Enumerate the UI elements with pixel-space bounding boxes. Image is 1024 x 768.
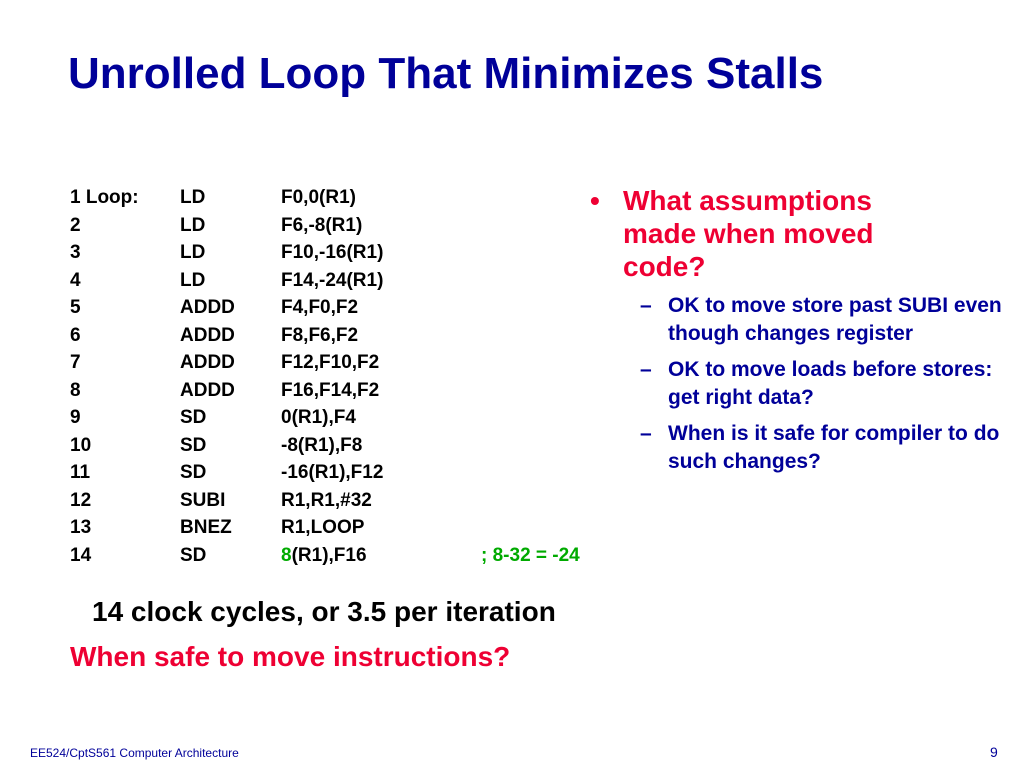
code-line (70, 542, 580, 570)
comment (481, 294, 580, 322)
opcode: SUBI (180, 489, 226, 511)
line-number: 7 (70, 352, 81, 373)
operands: F8,F6,F2 (281, 324, 359, 346)
sub-bullet-text: OK to move loads before stores: get right data? (668, 358, 993, 409)
code-line (70, 349, 580, 377)
opcode: ADDD (180, 324, 235, 346)
code-line (70, 432, 580, 460)
line-number: 11 (70, 462, 91, 483)
code-line (70, 267, 580, 295)
comment (481, 184, 580, 212)
line-number: 14 (70, 544, 92, 566)
comment (481, 459, 580, 487)
opcode: ADDD (180, 297, 235, 318)
opcode: LD (180, 187, 206, 208)
comment (481, 487, 580, 515)
line-number: 10 (70, 434, 92, 456)
operands: F0,0(R1) (281, 187, 356, 208)
operands: F10,-16(R1) (281, 242, 384, 263)
comment (481, 212, 580, 240)
sub-bullet-item (640, 420, 1010, 475)
cycle-summary: 14 clock cycles, or 3.5 per iteration (92, 596, 556, 627)
line-number: 2 (70, 214, 81, 236)
question-text: When safe to move instructions? (70, 641, 511, 672)
code-line (70, 322, 580, 350)
comment (481, 404, 580, 432)
line-number: 3 (70, 242, 81, 263)
assumptions-bullets (590, 184, 1010, 475)
dash-marker: – (640, 422, 652, 445)
bullet-text: What assumptions made when moved code? (623, 185, 874, 282)
page-number: 9 (990, 744, 998, 760)
comment: ; 8-32 = -24 (481, 544, 580, 566)
line-number: 13 (70, 517, 92, 538)
operands: F14,-24(R1) (281, 269, 384, 291)
code-line (70, 294, 580, 322)
code-line (70, 487, 580, 515)
line-number: 8 (70, 379, 81, 401)
operands: R1,R1,#32 (281, 489, 372, 511)
comment (481, 239, 580, 267)
opcode: SD (180, 407, 207, 428)
opcode: LD (180, 269, 206, 291)
sub-bullet-item (640, 356, 1010, 411)
code-line (70, 239, 580, 267)
code-line (70, 404, 580, 432)
comment (481, 514, 580, 542)
sub-bullet-list (590, 292, 1010, 475)
operands: 0(R1),F4 (281, 407, 356, 428)
sub-bullet-text: OK to move store past SUBI even though changes register (668, 294, 1002, 345)
opcode: LD (180, 214, 206, 236)
sub-bullet-text: When is it safe for compiler to do such changes? (668, 422, 1000, 473)
slide-title: Unrolled Loop That Minimizes Stalls (68, 49, 824, 98)
line-number: 1 Loop: (70, 187, 139, 208)
operands: R1,LOOP (281, 517, 365, 538)
opcode: SD (180, 462, 207, 483)
operands: -16(R1),F12 (281, 462, 384, 483)
opcode: LD (180, 242, 206, 263)
comment (481, 267, 580, 295)
comment (481, 377, 580, 405)
dash-marker: – (640, 294, 652, 317)
line-number: 6 (70, 324, 81, 346)
bullet-item (590, 184, 1010, 283)
operands-rest: (R1),F16 (291, 544, 367, 566)
operands: F6,-8(R1) (281, 214, 363, 236)
code-line (70, 514, 580, 542)
bullet-marker: • (590, 185, 600, 216)
code-listing (70, 184, 580, 569)
dash-marker: – (640, 358, 652, 381)
line-number: 9 (70, 407, 81, 428)
line-number: 5 (70, 297, 81, 318)
comment (481, 349, 580, 377)
line-number: 12 (70, 489, 92, 511)
line-number: 4 (70, 269, 81, 291)
sub-bullet-item (640, 292, 1010, 347)
opcode: SD (180, 434, 207, 456)
code-line (70, 459, 580, 487)
operands: F4,F0,F2 (281, 297, 359, 318)
opcode: ADDD (180, 379, 235, 401)
footer-course: EE524/CptS561 Computer Architecture (30, 746, 239, 760)
offset-highlight: 8 (281, 544, 292, 566)
opcode: SD (180, 544, 207, 566)
operands: -8(R1),F8 (281, 434, 363, 456)
opcode: BNEZ (180, 517, 232, 538)
code-line (70, 212, 580, 240)
comment (481, 322, 580, 350)
code-line (70, 184, 580, 212)
comment (481, 432, 580, 460)
code-line (70, 377, 580, 405)
operands (281, 542, 481, 570)
operands: F16,F14,F2 (281, 379, 380, 401)
operands: F12,F10,F2 (281, 352, 380, 373)
opcode: ADDD (180, 352, 235, 373)
